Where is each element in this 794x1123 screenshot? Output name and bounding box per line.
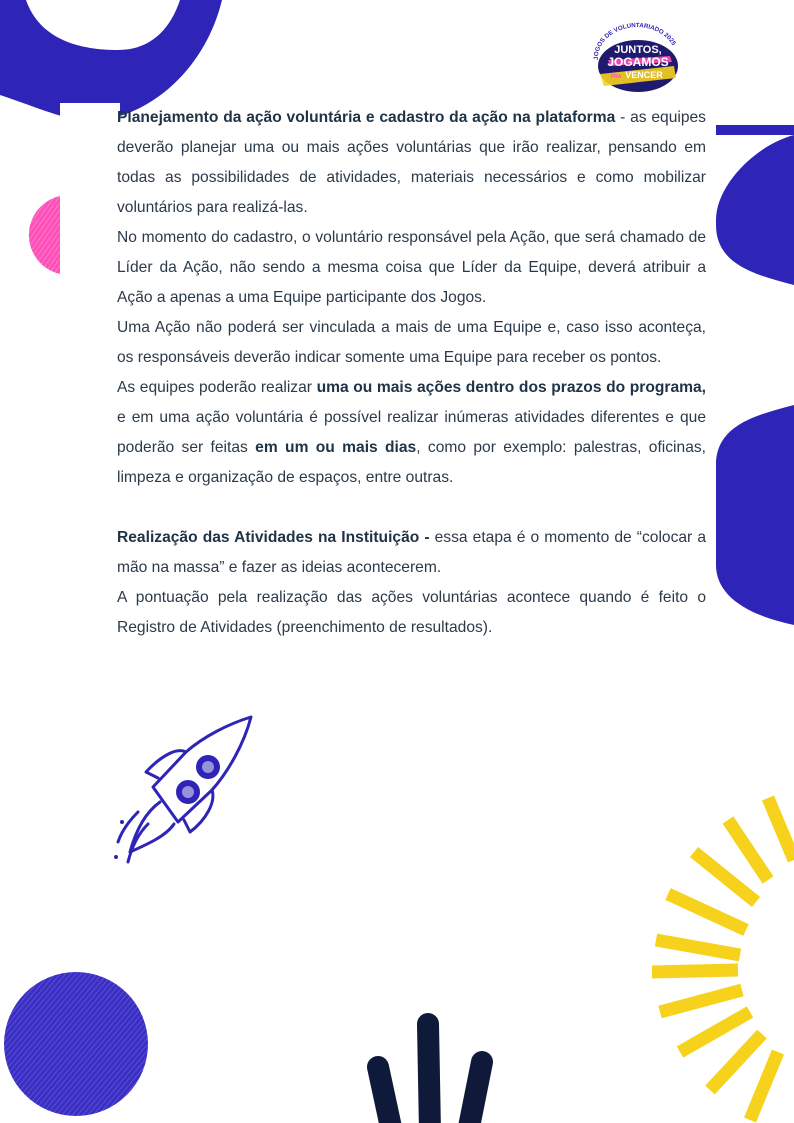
paragraph-single-team: Uma Ação não poderá ser vinculada a mais de uma Equipe e, caso isso aconteça, os responsáveis deverão indicar somente uma Equipe para receber os pontos. xyxy=(117,319,706,366)
document-body xyxy=(117,103,706,643)
hatched-blue-circle-decoration xyxy=(4,972,154,1122)
heading-activities: Realização das Atividades na Instituição - xyxy=(117,529,430,546)
right-wave-decoration xyxy=(716,125,794,625)
svg-text:JOGAMOS: JOGAMOS xyxy=(607,55,669,69)
paragraph-planning: Planejamento da ação voluntária e cadastro da ação na plataforma - as equipes deverão planejar uma ou mais ações voluntárias que irão realizar, pensando em todas as possibilidades de atividades, materiais necessários e como mobilizar voluntários para realizá-las. xyxy=(117,109,706,216)
yellow-sunburst-decoration xyxy=(650,790,794,1123)
navy-brush-strokes-decoration xyxy=(360,1012,500,1123)
svg-text:PRA: PRA xyxy=(610,74,622,80)
paragraph-activities: Realização das Atividades na Instituição - essa etapa é o momento de “colocar a mão na massa” e fazer as ideias acontecerem. xyxy=(117,529,706,576)
pink-half-circle-decoration xyxy=(0,190,62,280)
paragraph-multiple-actions: As equipes poderão realizar uma ou mais ações dentro dos prazos do programa, e em uma ação voluntária é possível realizar inúmeras atividades diferentes e que poderão ser feitas em um ou mais dias, como por exemplo: palestras, oficinas, limpeza e organização de espaços, entre outras. xyxy=(117,379,706,486)
rocket-illustration xyxy=(108,712,258,872)
paragraph-registration: No momento do cadastro, o voluntário responsável pela Ação, que será chamado de Líder da Ação, não sendo a mesma coisa que Líder da Equipe, deverá atribuir a Ação a apenas a uma Equipe participante dos Jogos. xyxy=(117,229,706,306)
svg-text:JOGOS DE VOLUNTARIADO 2025: JOGOS DE VOLUNTARIADO 2025 xyxy=(592,22,678,61)
svg-text:JUNTOS,: JUNTOS, xyxy=(614,44,662,56)
heading-planning: Planejamento da ação voluntária e cadastro da ação na plataforma xyxy=(117,109,616,126)
paragraph-scoring: A pontuação pela realização das ações voluntárias acontece quando é feito o Registro de Atividades (preenchimento de resultados). xyxy=(117,589,706,636)
juntos-jogamos-logo xyxy=(590,16,684,96)
svg-text:VENCER: VENCER xyxy=(625,70,663,80)
